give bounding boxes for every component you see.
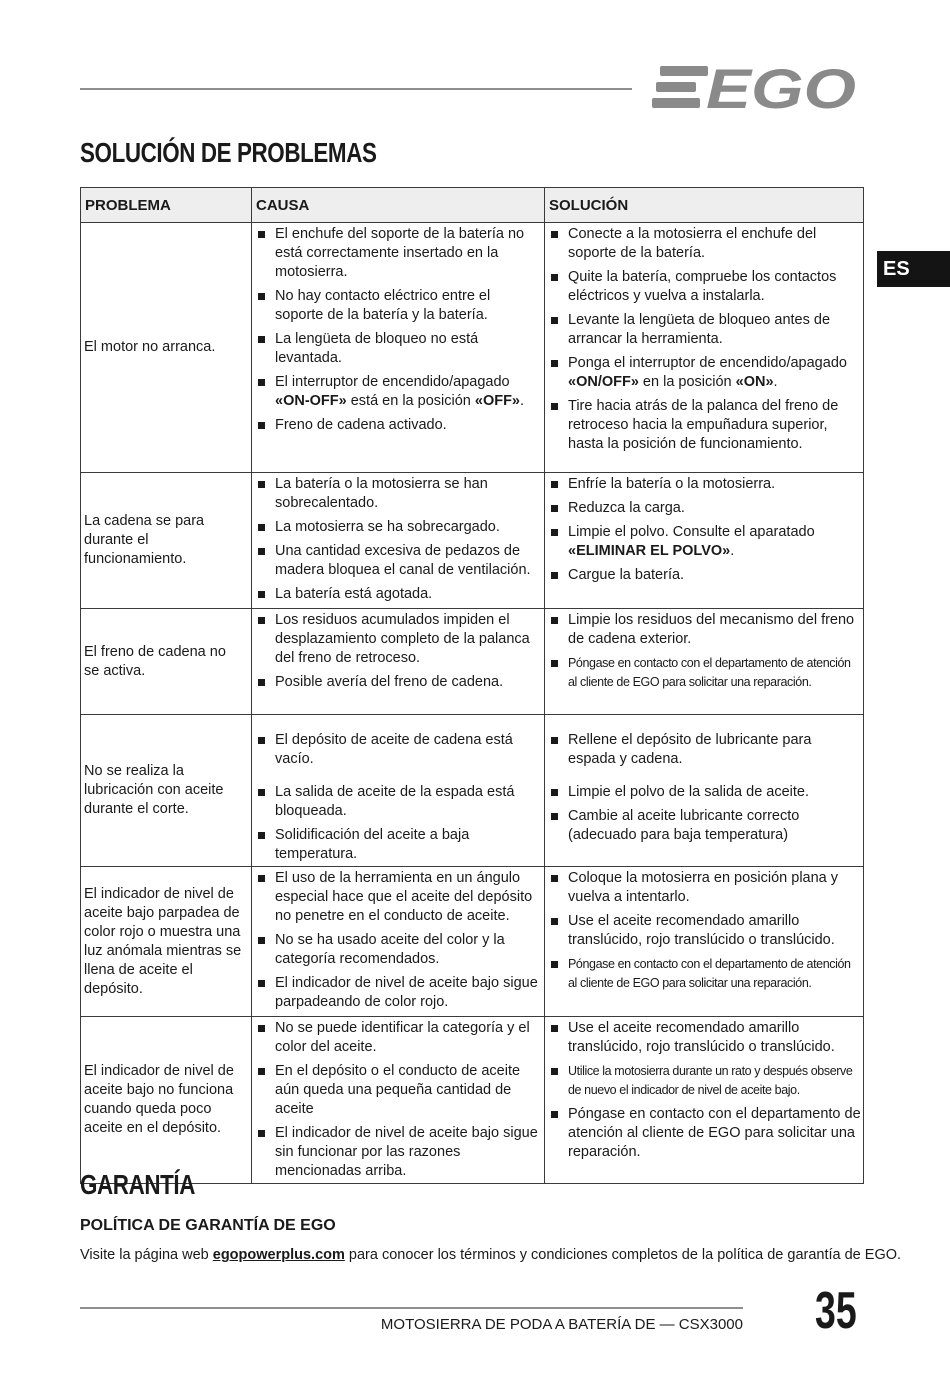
list-item <box>256 826 542 864</box>
list-item <box>549 807 861 845</box>
column-header-solution: SOLUCIÓN <box>545 188 864 223</box>
solution-cell <box>545 223 864 473</box>
list-item <box>256 1062 542 1119</box>
solution-text: Póngase en contacto con el departamento de atención al cliente de EGO para solicitar una reparación. <box>568 656 851 689</box>
cause-text: No se puede identificar la categoría y el color del aceite. <box>275 1020 530 1055</box>
cause-text: El indicador de nivel de aceite bajo sigue parpadeando de color rojo. <box>275 975 538 1010</box>
list-item <box>549 475 861 494</box>
text-segment: . <box>520 393 525 409</box>
solution-text: Limpie el polvo de la salida de aceite. <box>568 784 810 800</box>
square-bullet-icon <box>258 336 265 343</box>
square-bullet-icon <box>551 481 558 488</box>
solution-cell <box>545 609 864 715</box>
square-bullet-icon <box>551 961 558 968</box>
solution-text: Cargue la batería. <box>568 567 685 583</box>
square-bullet-icon <box>258 379 265 386</box>
problem-cell: La cadena se para durante el funcionamiento. <box>81 473 252 609</box>
solution-cell <box>545 715 864 867</box>
solution-text: Reduzca la carga. <box>568 500 685 516</box>
square-bullet-icon <box>258 293 265 300</box>
list-item <box>256 585 542 604</box>
table-header-row <box>81 188 864 223</box>
cause-text: No hay contacto eléctrico entre el soporte de la batería y la batería. <box>275 288 491 323</box>
text-segment: en la posición <box>638 374 736 390</box>
problem-cell: No se realiza la lubricación con aceite durante el corte. <box>81 715 252 867</box>
cause-cell <box>252 1017 545 1184</box>
list-item <box>549 397 861 454</box>
square-bullet-icon <box>551 231 558 238</box>
list-item <box>549 1019 861 1057</box>
cause-text: Una cantidad excesiva de pedazos de madera bloquea el canal de ventilación. <box>275 543 531 578</box>
square-bullet-icon <box>258 422 265 429</box>
cause-text: El indicador de nivel de aceite bajo sigue sin funcionar por las razones mencionadas arriba. <box>275 1125 538 1179</box>
square-bullet-icon <box>551 789 558 796</box>
troubleshooting-table <box>80 187 864 1184</box>
square-bullet-icon <box>258 875 265 882</box>
list-item <box>549 268 861 306</box>
square-bullet-icon <box>258 679 265 686</box>
square-bullet-icon <box>551 617 558 624</box>
list-item <box>549 783 861 802</box>
cause-text: La motosierra se ha sobrecargado. <box>275 519 500 535</box>
list-item <box>256 416 542 435</box>
table-row <box>81 867 864 1017</box>
page-number: 35 <box>815 1282 857 1340</box>
text-segment: El interruptor de encendido/apagado <box>275 374 510 390</box>
square-bullet-icon <box>258 937 265 944</box>
list-item <box>549 566 861 585</box>
square-bullet-icon <box>551 403 558 410</box>
warranty-subtitle: POLÍTICA DE GARANTÍA DE EGO <box>80 1217 336 1234</box>
list-item <box>549 1105 861 1162</box>
solution-text: Póngase en contacto con el departamento de atención al cliente de EGO para solicitar una reparación. <box>568 957 851 990</box>
bold-term: «ELIMINAR EL POLVO» <box>568 543 731 559</box>
square-bullet-icon <box>258 789 265 796</box>
square-bullet-icon <box>551 737 558 744</box>
square-bullet-icon <box>258 1130 265 1137</box>
bold-term: «ON/OFF» <box>568 374 639 390</box>
solution-text: Coloque la motosierra en posición plana y vuelva a intentarlo. <box>568 870 839 905</box>
list-item <box>256 542 542 580</box>
table-row <box>81 609 864 715</box>
problem-cell: El motor no arranca. <box>81 223 252 473</box>
solution-text: Limpie los residuos del mecanismo del freno de cadena exterior. <box>568 612 855 647</box>
solution-cell <box>545 867 864 1017</box>
cause-text: Solidificación del aceite a baja temperatura. <box>275 827 470 862</box>
solution-cell <box>545 1017 864 1184</box>
solution-text: Conecte a la motosierra el enchufe del soporte de la batería. <box>568 226 817 261</box>
square-bullet-icon <box>258 1025 265 1032</box>
column-header-cause: CAUSA <box>252 188 545 223</box>
square-bullet-icon <box>551 317 558 324</box>
square-bullet-icon <box>551 1025 558 1032</box>
list-item <box>256 869 542 926</box>
list-item <box>549 311 861 349</box>
square-bullet-icon <box>258 231 265 238</box>
problem-cell: El indicador de nivel de aceite bajo no funciona cuando queda poco aceite en el depósito. <box>81 1017 252 1184</box>
solution-text: Levante la lengüeta de bloqueo antes de arrancar la herramienta. <box>568 312 831 347</box>
list-item <box>549 869 861 907</box>
list-item <box>256 225 542 282</box>
table-row <box>81 223 864 473</box>
solution-text <box>568 354 861 392</box>
solution-text: Cambie al aceite lubricante correcto (adecuado para baja temperatura) <box>568 808 800 843</box>
list-item <box>256 783 542 821</box>
warranty-title: GARANTÍA <box>80 1169 196 1200</box>
logo-wordmark: EGO <box>706 62 856 112</box>
solution-text: Use el aceite recomendado amarillo translúcido, rojo translúcido o translúcido. <box>568 913 835 948</box>
warranty-text-after: para conocer los términos y condiciones completos de la política de garantía de EGO. <box>344 1247 902 1263</box>
square-bullet-icon <box>258 548 265 555</box>
list-item <box>256 330 542 368</box>
list-item <box>256 731 542 769</box>
problem-cell: El indicador de nivel de aceite bajo parpadea de color rojo o muestra una luz anómala mientras se llena de aceite el depósito. <box>81 867 252 1017</box>
cause-text: La lengüeta de bloqueo no está levantada. <box>275 331 479 366</box>
footer-product: MOTOSIERRA DE PODA A BATERÍA DE — CSX3000 <box>380 1316 743 1333</box>
cause-text: En el depósito o el conducto de aceite aún queda una pequeña cantidad de aceite <box>275 1063 521 1117</box>
list-item <box>549 654 861 692</box>
square-bullet-icon <box>551 1068 558 1075</box>
solution-text: Utilice la motosierra durante un rato y después observe de nuevo el indicador de nivel de aceite bajo. <box>568 1064 853 1097</box>
solution-text: Tire hacia atrás de la palanca del freno de retroceso hacia la empuñadura superior, hasta la posición de funcionamiento. <box>568 398 839 452</box>
cause-text: Posible avería del freno de cadena. <box>275 674 504 690</box>
cause-text: El uso de la herramienta en un ángulo especial hace que el aceite del depósito no penetre en el conducto de aceite. <box>275 870 533 924</box>
cause-text <box>275 373 542 411</box>
text-segment: Limpie el polvo. Consulte el aparatado <box>568 524 815 540</box>
list-item <box>256 974 542 1012</box>
text-segment: . <box>773 374 778 390</box>
list-item <box>549 912 861 950</box>
list-item <box>549 611 861 649</box>
table-row <box>81 715 864 867</box>
square-bullet-icon <box>258 832 265 839</box>
text-segment: . <box>730 543 735 559</box>
bold-term: «OFF» <box>474 393 520 409</box>
square-bullet-icon <box>551 274 558 281</box>
cause-text: El depósito de aceite de cadena está vacío. <box>275 732 513 767</box>
solution-text: Use el aceite recomendado amarillo translúcido, rojo translúcido o translúcido. <box>568 1020 835 1055</box>
problem-cell: El freno de cadena no se activa. <box>81 609 252 715</box>
list-item <box>549 499 861 518</box>
square-bullet-icon <box>551 505 558 512</box>
list-item <box>549 225 861 263</box>
list-item <box>549 523 861 561</box>
warranty-link[interactable]: egopowerplus.com <box>212 1247 345 1263</box>
warranty-text-before: Visite la página web <box>80 1247 213 1263</box>
bold-term: «ON» <box>735 374 774 390</box>
text-segment: está en la posición <box>346 393 475 409</box>
solution-text <box>568 523 861 561</box>
cause-cell <box>252 609 545 715</box>
cause-text: No se ha usado aceite del color y la categoría recomendados. <box>275 932 505 967</box>
list-item <box>256 611 542 668</box>
square-bullet-icon <box>551 813 558 820</box>
cause-text: El enchufe del soporte de la batería no está correctamente insertado en la motosierra. <box>275 226 525 280</box>
language-tab: ES <box>877 251 950 287</box>
cause-text: La salida de aceite de la espada está bloqueada. <box>275 784 515 819</box>
square-bullet-icon <box>551 360 558 367</box>
bold-term: «ON-OFF» <box>275 393 347 409</box>
list-item <box>256 1124 542 1181</box>
square-bullet-icon <box>258 617 265 624</box>
list-item <box>256 1019 542 1057</box>
troubleshooting-title: SOLUCIÓN DE PROBLEMAS <box>80 137 377 168</box>
ego-logo <box>650 62 862 117</box>
solution-cell <box>545 473 864 609</box>
solution-text: Quite la batería, compruebe los contactos eléctricos y vuelva a instalarla. <box>568 269 837 304</box>
header-rule <box>80 88 632 90</box>
warranty-paragraph <box>80 1247 901 1263</box>
square-bullet-icon <box>258 591 265 598</box>
list-item <box>549 1062 861 1100</box>
square-bullet-icon <box>258 1068 265 1075</box>
square-bullet-icon <box>551 572 558 579</box>
list-item <box>256 287 542 325</box>
square-bullet-icon <box>551 529 558 536</box>
square-bullet-icon <box>258 980 265 987</box>
list-item <box>256 673 542 692</box>
cause-text: Freno de cadena activado. <box>275 417 447 433</box>
square-bullet-icon <box>258 737 265 744</box>
table-row <box>81 1017 864 1184</box>
list-item <box>256 475 542 513</box>
list-item <box>549 955 861 993</box>
table-row <box>81 473 864 609</box>
square-bullet-icon <box>551 660 558 667</box>
solution-text: Póngase en contacto con el departamento de atención al cliente de EGO para solicitar una reparación. <box>568 1106 861 1160</box>
list-item <box>549 731 861 769</box>
list-item <box>549 354 861 392</box>
list-item <box>256 518 542 537</box>
cause-text: Los residuos acumulados impiden el desplazamiento completo de la palanca del freno de retroceso. <box>275 612 530 666</box>
square-bullet-icon <box>551 875 558 882</box>
cause-cell <box>252 223 545 473</box>
square-bullet-icon <box>551 1111 558 1118</box>
square-bullet-icon <box>551 918 558 925</box>
solution-text: Rellene el depósito de lubricante para espada y cadena. <box>568 732 812 767</box>
text-segment: Ponga el interruptor de encendido/apagado <box>568 355 847 371</box>
list-item <box>256 931 542 969</box>
footer-rule <box>80 1307 743 1309</box>
cause-text: La batería o la motosierra se han sobrecalentado. <box>275 476 488 511</box>
list-item <box>256 373 542 411</box>
square-bullet-icon <box>258 524 265 531</box>
cause-cell <box>252 473 545 609</box>
cause-cell <box>252 867 545 1017</box>
cause-text: La batería está agotada. <box>275 586 433 602</box>
solution-text: Enfríe la batería o la motosierra. <box>568 476 776 492</box>
column-header-problem: PROBLEMA <box>81 188 252 223</box>
square-bullet-icon <box>258 481 265 488</box>
cause-cell <box>252 715 545 867</box>
